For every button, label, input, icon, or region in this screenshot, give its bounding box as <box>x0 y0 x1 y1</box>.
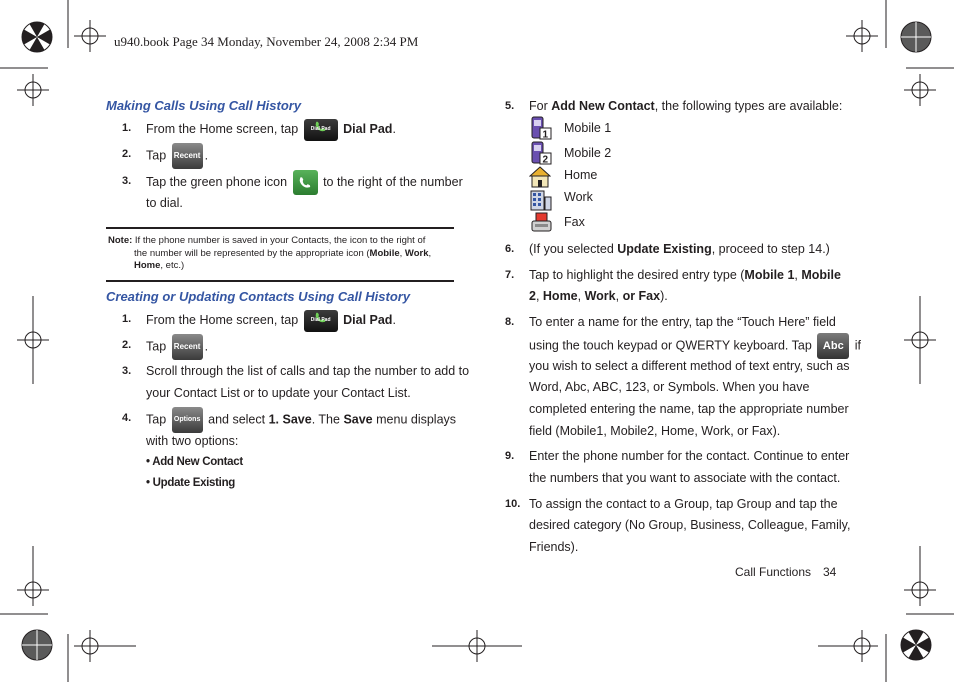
footer-section: Call Functions <box>735 565 812 579</box>
step-number: 3. <box>122 175 132 187</box>
svg-text:2: 2 <box>542 154 549 165</box>
recent-button[interactable]: Recent <box>172 334 203 360</box>
work-icon <box>529 189 553 211</box>
options-button[interactable]: Options <box>172 407 203 433</box>
fax-icon <box>530 212 554 234</box>
dial-pad-button[interactable]: Dial Pad <box>304 310 338 332</box>
type-label-fax: Fax <box>564 215 585 229</box>
step-number: 3. <box>122 365 132 377</box>
step-number: 2. <box>122 339 132 351</box>
step-text: From the Home screen, tap <box>146 122 299 136</box>
mobile1-icon <box>529 116 553 140</box>
print-header: u940.book Page 34 Monday, November 24, 2008 2:34 PM <box>114 34 419 49</box>
step-number: 2. <box>122 148 132 160</box>
page-number: 34 <box>823 565 837 579</box>
svg-text:1: 1 <box>542 129 549 140</box>
type-label-mobile2: Mobile 2 <box>564 146 612 160</box>
step-number: 5. <box>505 100 515 112</box>
mobile2-icon <box>529 141 553 165</box>
step-number: 4. <box>122 412 132 424</box>
recent-button[interactable]: Recent <box>172 143 203 169</box>
step-number: 1. <box>122 313 132 325</box>
section-title-creating-contacts: Creating or Updating Contacts Using Call History <box>106 289 411 304</box>
list-item: • Update Existing <box>146 477 236 489</box>
home-icon <box>529 166 551 188</box>
phone-icon <box>299 176 312 189</box>
section-title-call-history: Making Calls Using Call History <box>106 98 302 113</box>
dial-pad-label: Dial Pad <box>343 122 393 136</box>
abc-button[interactable]: Abc <box>817 333 849 359</box>
step-number: 10. <box>505 498 521 510</box>
type-label-work: Work <box>564 190 593 204</box>
step-number: 8. <box>505 316 515 328</box>
dial-pad-button[interactable]: Dial Pad <box>304 119 338 141</box>
green-phone-button[interactable] <box>293 170 318 195</box>
step-number: 6. <box>505 243 515 255</box>
type-label-mobile1: Mobile 1 <box>564 121 612 135</box>
step-number: 9. <box>505 450 515 462</box>
note-box: Note: If the phone number is saved in your Contacts, the icon to the right of the number will be represented by the appropriate icon (Mobile, Work, Home, etc.) <box>106 227 454 282</box>
type-label-home: Home <box>564 168 598 182</box>
step-number: 1. <box>122 122 132 134</box>
list-item: • Add New Contact <box>146 456 243 468</box>
step-number: 7. <box>505 269 515 281</box>
note-label: Note: <box>108 235 133 246</box>
